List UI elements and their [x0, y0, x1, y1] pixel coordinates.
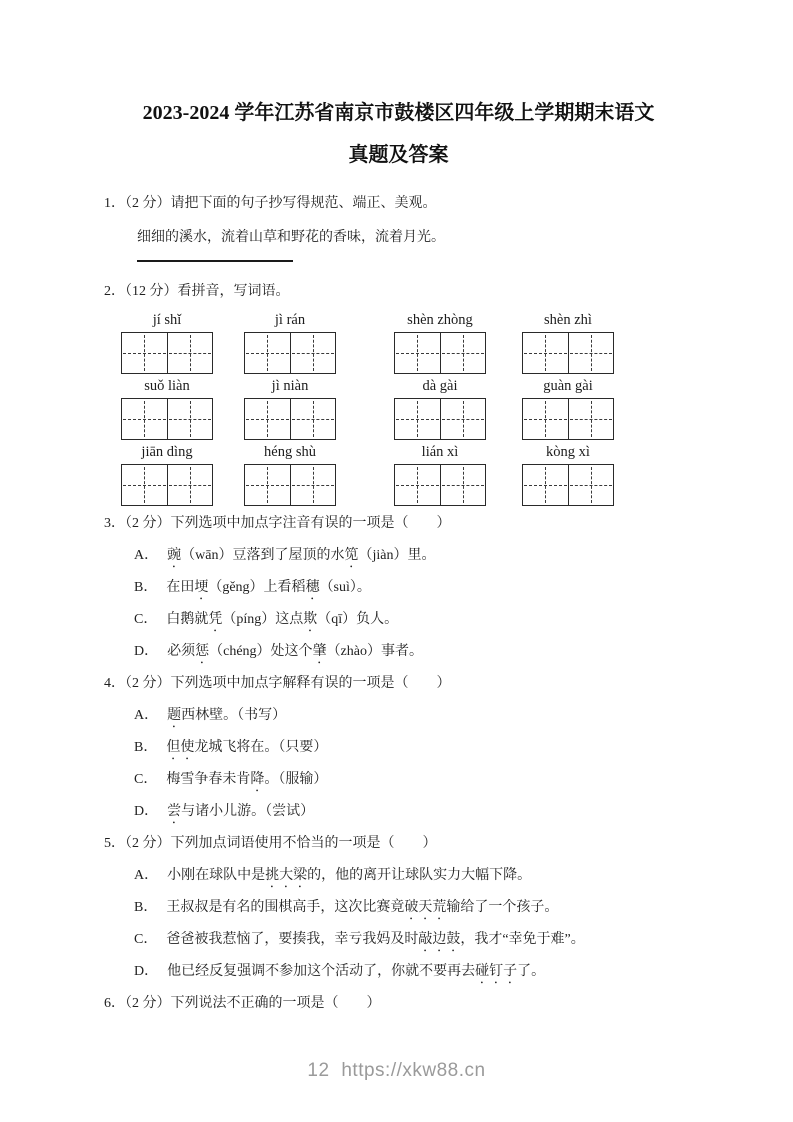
dotted-term: 但使	[166, 740, 195, 755]
writing-cell	[290, 465, 336, 505]
dotted-term: 穗	[305, 580, 320, 595]
pinyin-word	[121, 440, 213, 506]
question-4	[104, 668, 693, 828]
option-label: D．	[134, 964, 159, 979]
question-5-header: 5．（2 分）下列加点词语使用不恰当的一项是（ ）	[104, 836, 437, 851]
option-a	[104, 700, 693, 732]
question-4-header: 4．（2 分）下列选项中加点字解释有误的一项是（ ）	[104, 676, 451, 691]
writing-cell	[395, 399, 440, 439]
option-text: 在田埂（gěng）上看稻穗（suì）。	[166, 580, 371, 595]
writing-cell	[568, 399, 614, 439]
writing-box	[522, 332, 614, 374]
writing-box	[522, 464, 614, 506]
writing-cell	[122, 333, 167, 373]
option-text: 他已经反复强调不参加这个活动了，你就不要再去碰钉子了。	[167, 964, 546, 979]
question-2	[104, 276, 693, 506]
page-number: 12	[307, 1060, 330, 1081]
option-c	[104, 924, 693, 956]
writing-box	[121, 398, 213, 440]
option-label: A．	[134, 868, 159, 883]
writing-cell	[568, 465, 614, 505]
option-text: 小刚在球队中是挑大梁的，他的离开让球队实力大幅下降。	[167, 868, 532, 883]
question-3-options	[104, 540, 693, 668]
dotted-term: 尝	[167, 804, 182, 819]
pinyin-word	[244, 440, 336, 506]
option-text: 梅雪争春未肯降。（服输）	[166, 772, 328, 787]
dotted-term: 欺	[303, 612, 318, 627]
pinyin-label: jì niàn	[271, 378, 309, 394]
question-3	[104, 508, 693, 668]
dotted-term: 题	[167, 708, 182, 723]
pinyin-label: dà gài	[422, 378, 458, 394]
option-label: B．	[134, 900, 158, 915]
writing-cell	[395, 333, 440, 373]
writing-box	[121, 464, 213, 506]
writing-cell	[167, 465, 213, 505]
pinyin-row	[104, 440, 693, 506]
option-d	[104, 796, 693, 828]
writing-cell	[245, 333, 290, 373]
writing-cell	[440, 465, 486, 505]
pinyin-row	[104, 308, 693, 374]
dotted-term: 凭	[208, 612, 223, 627]
dotted-term: 埂	[194, 580, 209, 595]
question-6	[104, 988, 693, 1020]
page-footer	[0, 1060, 793, 1082]
option-c	[104, 764, 693, 796]
option-d	[104, 636, 693, 668]
pinyin-label: jì rán	[274, 312, 306, 328]
writing-box	[522, 398, 614, 440]
pinyin-word	[522, 440, 614, 506]
question-5	[104, 828, 693, 988]
option-c	[104, 604, 693, 636]
pinyin-label: guàn gài	[543, 378, 593, 394]
option-d	[104, 956, 693, 988]
question-3-header: 3．（2 分）下列选项中加点字注音有误的一项是（ ）	[104, 516, 451, 531]
page-title	[104, 92, 693, 176]
question-2-header: 2．（12 分）看拼音，写词语。	[104, 284, 290, 299]
option-label: D．	[134, 644, 159, 659]
title-line-2: 真题及答案	[348, 144, 449, 166]
question-5-options	[104, 860, 693, 988]
option-label: B．	[134, 580, 158, 595]
option-label: B．	[134, 740, 158, 755]
writing-box	[244, 398, 336, 440]
writing-cell	[290, 333, 336, 373]
writing-cell	[167, 333, 213, 373]
answer-blank-line	[137, 260, 293, 262]
question-1-header: 1．（2 分）请把下面的句子抄写得规范、端正、美观。	[104, 196, 437, 211]
option-text: 白鹅就凭（píng）这点欺（qī）负人。	[166, 612, 399, 627]
option-label: A．	[134, 548, 159, 563]
question-1	[104, 188, 693, 262]
option-b	[104, 732, 693, 764]
pinyin-word	[121, 374, 213, 440]
dotted-term: 惩	[195, 644, 210, 659]
footer-url: https://xkw88.cn	[341, 1060, 486, 1081]
pinyin-writing-grid	[104, 308, 693, 506]
pinyin-label: héng shù	[264, 444, 316, 460]
option-text: 尝与诸小儿游。（尝试）	[167, 804, 315, 819]
dotted-term: 豌	[167, 548, 182, 563]
dotted-term: 肇	[312, 644, 327, 659]
pinyin-word	[121, 308, 213, 374]
option-label: A．	[134, 708, 159, 723]
option-a	[104, 540, 693, 572]
option-label: C．	[134, 612, 158, 627]
pinyin-word	[244, 308, 336, 374]
option-b	[104, 572, 693, 604]
pinyin-row	[104, 374, 693, 440]
writing-cell	[568, 333, 614, 373]
pinyin-label: jí shǐ	[152, 312, 182, 328]
writing-box	[394, 398, 486, 440]
writing-cell	[122, 465, 167, 505]
option-text: 但使龙城飞将在。（只要）	[166, 740, 328, 755]
writing-box	[394, 464, 486, 506]
writing-cell	[167, 399, 213, 439]
question-6-header: 6．（2 分）下列说法不正确的一项是（ ）	[104, 996, 381, 1011]
question-1-sentence: 细细的溪水，流着山草和野花的香味，流着月光。	[137, 230, 445, 245]
pinyin-label: suǒ liàn	[144, 378, 190, 394]
option-text: 必须惩（chéng）处这个肇（zhào）事者。	[167, 644, 423, 659]
pinyin-word	[394, 374, 486, 440]
option-a	[104, 860, 693, 892]
writing-box	[394, 332, 486, 374]
writing-cell	[245, 465, 290, 505]
writing-cell	[523, 399, 568, 439]
writing-cell	[523, 333, 568, 373]
pinyin-label: kòng xì	[546, 444, 590, 460]
option-label: C．	[134, 772, 158, 787]
dotted-term: 碰钉子	[475, 964, 518, 979]
title-line-1: 2023-2024 学年江苏省南京市鼓楼区四年级上学期期末语文	[142, 102, 655, 124]
pinyin-word	[244, 374, 336, 440]
writing-cell	[440, 399, 486, 439]
pinyin-word	[522, 308, 614, 374]
writing-cell	[245, 399, 290, 439]
option-text: 王叔叔是有名的围棋高手，这次比赛竟破天荒输给了一个孩子。	[166, 900, 559, 915]
dotted-term: 挑大梁	[265, 868, 308, 883]
dotted-term: 笕	[344, 548, 359, 563]
pinyin-label: lián xì	[421, 444, 459, 460]
option-b	[104, 892, 693, 924]
option-text: 豌（wān）豆落到了屋顶的水笕（jiàn）里。	[167, 548, 436, 563]
writing-box	[244, 464, 336, 506]
pinyin-label: shèn zhòng	[407, 312, 473, 328]
option-text: 爸爸被我惹恼了，要揍我，幸亏我妈及时敲边鼓，我才“幸免于难”。	[166, 932, 585, 947]
writing-cell	[122, 399, 167, 439]
option-text: 题西林壁。（书写）	[167, 708, 287, 723]
option-label: D．	[134, 804, 159, 819]
writing-box	[244, 332, 336, 374]
pinyin-word	[522, 374, 614, 440]
option-label: C．	[134, 932, 158, 947]
dotted-term: 降	[250, 772, 265, 787]
pinyin-word	[394, 440, 486, 506]
pinyin-label: jiān dìng	[141, 444, 193, 460]
pinyin-word	[394, 308, 486, 374]
writing-cell	[440, 333, 486, 373]
writing-cell	[290, 399, 336, 439]
pinyin-label: shèn zhì	[544, 312, 592, 328]
question-4-options	[104, 700, 693, 828]
dotted-term: 敲边鼓	[418, 932, 461, 947]
writing-cell	[395, 465, 440, 505]
dotted-term: 破天荒	[404, 900, 447, 915]
writing-box	[121, 332, 213, 374]
writing-cell	[523, 465, 568, 505]
